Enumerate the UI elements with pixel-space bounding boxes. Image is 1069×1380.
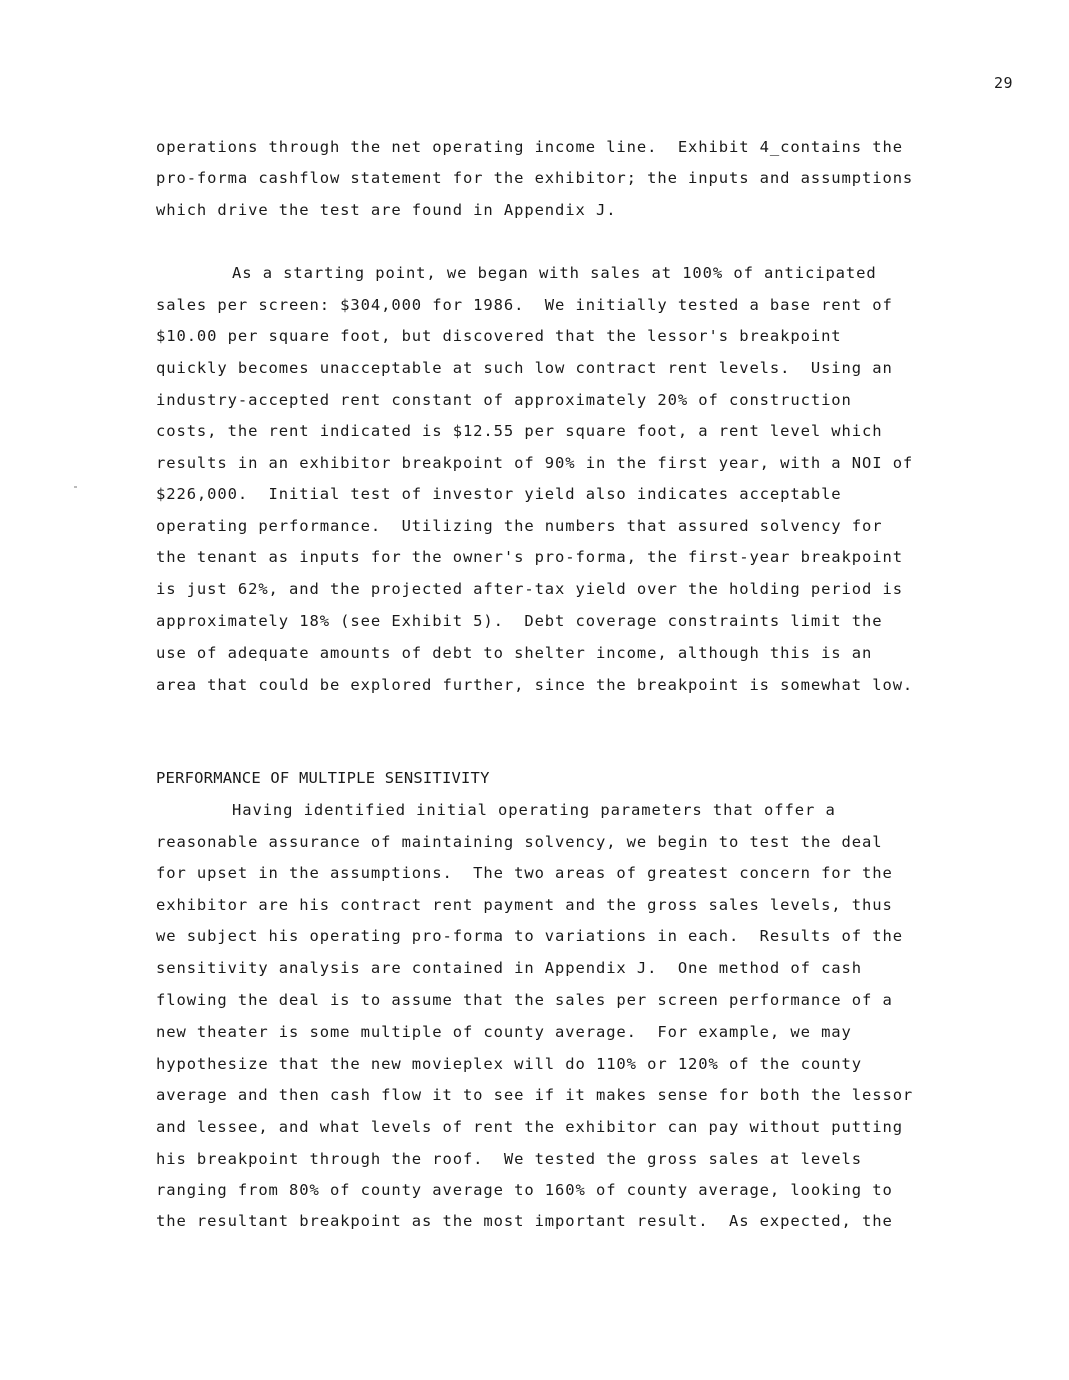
text-line: the tenant as inputs for the owner's pro-forma, the first-year breakpoint (156, 548, 903, 566)
text-line: pro-forma cashflow statement for the exhibitor; the inputs and assumptions (156, 169, 914, 187)
text-line: hypothesize that the new movieplex will do 110% or 120% of the county (156, 1055, 862, 1073)
text-line: the resultant breakpoint as the most important result. As expected, the (156, 1212, 893, 1230)
section-heading: PERFORMANCE OF MULTIPLE SENSITIVITY (156, 769, 490, 787)
text-line: exhibitor are his contract rent payment and the gross sales levels, thus (156, 896, 893, 914)
text-line: approximately 18% (see Exhibit 5). Debt coverage constraints limit the (156, 612, 883, 630)
text-line: quickly becomes unacceptable at such low contract rent levels. Using an (156, 359, 893, 377)
text-line: sales per screen: $304,000 for 1986. We initially tested a base rent of (156, 296, 893, 314)
text-line: area that could be explored further, since the breakpoint is somewhat low. (156, 676, 914, 694)
text-line: operations through the net operating income line. Exhibit 4_contains the (156, 138, 903, 156)
text-line: flowing the deal is to assume that the sales per screen performance of a (156, 991, 893, 1009)
text-line: As a starting point, we began with sales at 100% of anticipated (232, 264, 877, 282)
text-line: industry-accepted rent constant of approximately 20% of construction (156, 391, 852, 409)
page-number: 29 (994, 74, 1014, 92)
text-line: and lessee, and what levels of rent the exhibitor can pay without putting (156, 1118, 903, 1136)
text-line: operating performance. Utilizing the numbers that assured solvency for (156, 517, 883, 535)
text-line: use of adequate amounts of debt to shelter income, although this is an (156, 644, 873, 662)
text-line: we subject his operating pro-forma to variations in each. Results of the (156, 927, 903, 945)
text-line: costs, the rent indicated is $12.55 per square foot, a rent level which (156, 422, 883, 440)
stray-mark (74, 486, 77, 488)
text-line: reasonable assurance of maintaining solvency, we begin to test the deal (156, 833, 883, 851)
text-line: for upset in the assumptions. The two areas of greatest concern for the (156, 864, 893, 882)
text-line: new theater is some multiple of county average. For example, we may (156, 1023, 852, 1041)
text-line: average and then cash flow it to see if it makes sense for both the lessor (156, 1086, 914, 1104)
text-line: sensitivity analysis are contained in Appendix J. One method of cash (156, 959, 862, 977)
text-line: $10.00 per square foot, but discovered that the lessor's breakpoint (156, 327, 842, 345)
text-line: which drive the test are found in Appendix J. (156, 201, 617, 219)
text-line: is just 62%, and the projected after-tax yield over the holding period is (156, 580, 903, 598)
text-line: $226,000. Initial test of investor yield also indicates acceptable (156, 485, 842, 503)
text-line: Having identified initial operating parameters that offer a (232, 801, 836, 819)
text-line: his breakpoint through the roof. We tested the gross sales at levels (156, 1150, 862, 1168)
text-line: results in an exhibitor breakpoint of 90% in the first year, with a NOI of (156, 454, 914, 472)
text-line: ranging from 80% of county average to 160% of county average, looking to (156, 1181, 893, 1199)
